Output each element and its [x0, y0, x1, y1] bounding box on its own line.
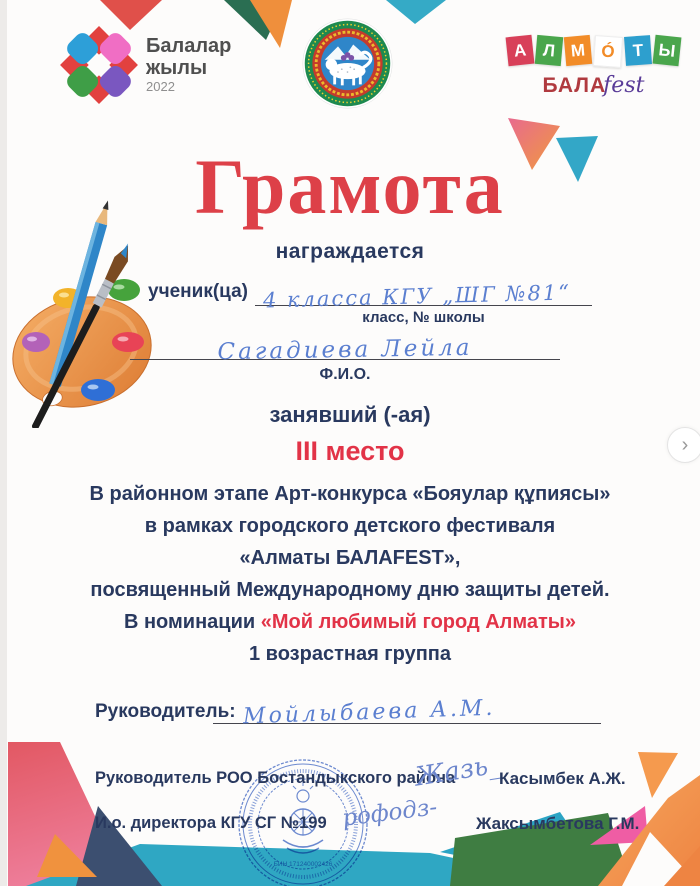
row1-name: Касымбек А.Ж.: [499, 769, 626, 788]
balafest-letter: Т: [624, 35, 652, 66]
leader-fill-line: [213, 695, 601, 730]
class-handwritten-value: 4 класса КГУ „ШГ №81“: [262, 280, 572, 313]
class-fill-line: [255, 278, 592, 313]
certificate-title: Грамота: [195, 143, 505, 230]
balafest-letter-tiles: [507, 36, 680, 67]
award-line-3: «Алматы БАЛАFEST»,: [239, 547, 461, 569]
logo-title: Балалар: [146, 35, 232, 57]
row2-signature: рофодз-: [340, 794, 439, 832]
place-value: III место: [295, 436, 405, 466]
nomination-line: [0, 606, 700, 638]
flower-logo-icon: [58, 24, 140, 106]
chevron-right-icon: ›: [681, 433, 689, 456]
nomination-prefix: В номинации: [123, 611, 261, 633]
carousel-next-button[interactable]: [667, 427, 700, 463]
row1-signature: Жазь_: [413, 749, 503, 793]
balafest-letter: А: [506, 35, 535, 67]
name-caption: Ф.И.О.: [319, 366, 371, 383]
award-line-4: посвященный Международному дню защиты детей.: [90, 579, 610, 601]
awarded-label: награждается: [275, 240, 425, 263]
balafest-logo: [507, 36, 680, 98]
class-caption: класс, № школы: [362, 309, 485, 326]
leader-label: Руководитель:: [95, 701, 236, 722]
logo-year: 2022: [146, 79, 175, 94]
nomination-value: «Мой любимый город Алматы»: [260, 611, 577, 633]
row1-label: Руководитель РОО Бостандыкского района: [95, 769, 456, 787]
award-line-1: В районном этапе Арт-конкурса «Бояулар құпиясы»: [89, 483, 611, 505]
name-fill-line: [130, 332, 560, 366]
balafest-letter: Ó: [593, 35, 623, 68]
almaty-city-emblem-icon: [300, 16, 395, 111]
balafest-word: БАЛА: [542, 74, 607, 97]
balafest-script: fest: [603, 73, 645, 98]
balafest-letter: Л: [535, 35, 563, 66]
balafest-letter: М: [564, 35, 592, 66]
award-line-2: в рамках городского детского фестиваля: [144, 515, 556, 537]
logo-subtitle: жылы: [146, 57, 208, 79]
stamp-bin-text: БИН 171240002426: [273, 861, 333, 868]
row2-label: И.о. директора КГУ СГ №199: [95, 814, 327, 832]
rank-label: занявший (-ая): [269, 402, 431, 427]
student-label: ученик(ца): [148, 281, 248, 302]
row2-name: Жаксымбетова Г.М.: [476, 814, 640, 833]
age-group: 1 возрастная группа: [249, 643, 451, 665]
children-year-2022-logo: [58, 24, 231, 106]
award-description: [0, 478, 700, 670]
balafest-letter: Ы: [653, 35, 682, 67]
name-handwritten-value: Сагадиева Лейла: [217, 334, 473, 366]
leader-handwritten-sign: Мойлыбаева А.М.: [242, 695, 496, 730]
